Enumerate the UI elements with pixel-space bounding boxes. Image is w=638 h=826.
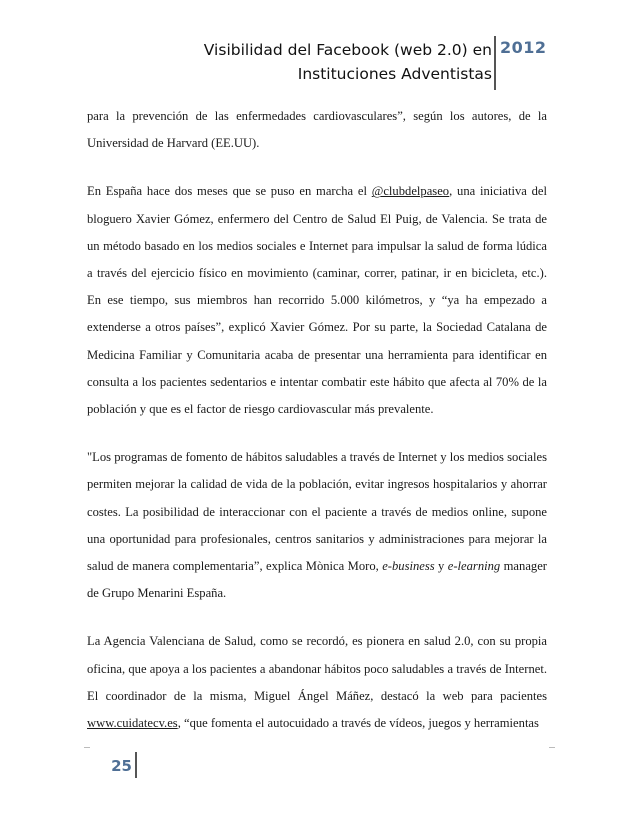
e-learning-term: e-learning xyxy=(447,559,501,574)
paragraph-3 xyxy=(87,444,547,607)
header-title xyxy=(112,38,492,86)
document-body xyxy=(87,103,547,758)
page-number: 25 xyxy=(111,757,132,775)
paragraph-4-text-b: , “que fomenta el autocuidado a través de vídeos, juegos y herramientas xyxy=(177,716,539,731)
paragraph-4 xyxy=(87,628,547,737)
header-title-line1: Visibilidad del Facebook (web 2.0) en xyxy=(203,41,492,59)
paragraph-2 xyxy=(87,178,547,423)
paragraph-3-text-b: y xyxy=(434,559,448,574)
paragraph-3-text-c: manager de Grupo Menarini España. xyxy=(87,559,547,601)
header-divider xyxy=(494,36,496,90)
paragraph-2-text-b: , una iniciativa del bloguero Xavier Gómez, enfermero del Centro de Salud El Puig, de Valencia. Se trata de un método basado en los medios sociales e Internet para impulsar la salud de forma lúdica a través del ejercicio físico en movimiento (caminar, correr, patinar, ir en bicicleta, etc.). En ese tiempo, sus miembros han recorrido 5.000 kilómetros, y “ya ha empezado a extenderse a otros países”, explicó Xavier Gómez. Por su parte, la Sociedad Catalana de Medicina Familiar y Comunitaria acaba de presentar una herramienta para identificar en consulta a los pacientes sedentarios e intentar combatir este hábito que afecta al 70% de la población y que es el factor de riesgo cardiovascular más prevalente. xyxy=(87,184,547,417)
paragraph-2-text-a: En España hace dos meses que se puso en marcha el xyxy=(87,184,372,199)
header-year: 2012 xyxy=(500,38,547,57)
clubdelpaseo-link[interactable]: @clubdelpaseo xyxy=(371,184,450,199)
paragraph-3-text-a: "Los programas de fomento de hábitos saludables a través de Internet y los medios sociales permiten mejorar la calidad de vida de la población, evitar ingresos hospitalarios y ahorrar costes. La posibilidad de interaccionar con el paciente a través de medios online, supone una oportunidad para profesionales, centros sanitarios y administraciones para mejorar la salud de manera complementaria”, explica Mònica Moro, xyxy=(87,450,547,574)
paragraph-1-text: para la prevención de las enfermedades cardiovasculares”, según los autores, de la Universidad de Harvard (EE.UU). xyxy=(87,109,547,151)
paragraph-4-text-a: La Agencia Valenciana de Salud, como se recordó, es pionera en salud 2.0, con su propia oficina, que apoya a los pacientes a abandonar hábitos poco saludables a través de Internet. El coordinador de la misma, Miguel Ángel Máñez, destacó la web para pacientes xyxy=(87,634,547,703)
e-business-term: e-business xyxy=(382,559,435,574)
header-title-line2: Instituciones Adventistas xyxy=(297,65,492,83)
footer-mark-right xyxy=(549,747,555,748)
cuidatecv-link[interactable]: www.cuidatecv.es xyxy=(87,716,178,731)
page-number-divider xyxy=(135,752,137,778)
paragraph-1 xyxy=(87,103,547,157)
page-header xyxy=(86,34,556,90)
footer-mark-left xyxy=(84,747,90,748)
